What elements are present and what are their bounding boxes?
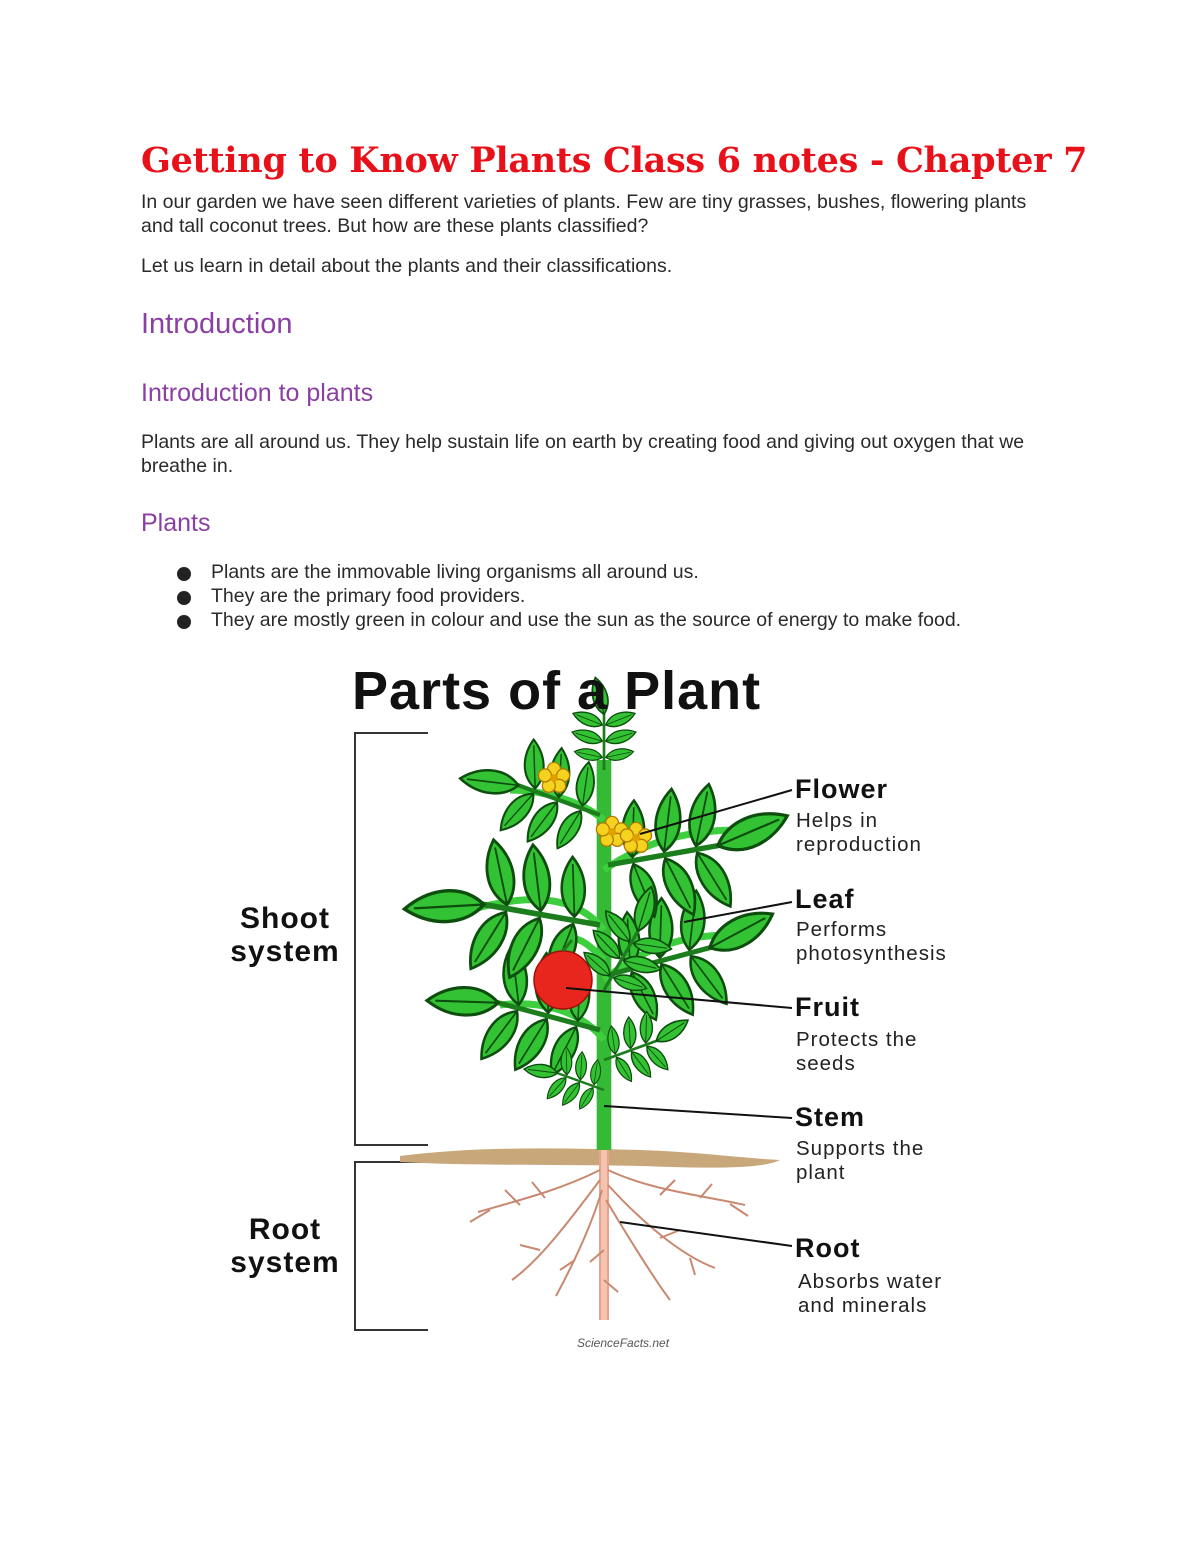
- bullet-text: They are mostly green in colour and use the sun as the source of energy to make food.: [211, 609, 962, 631]
- root-system-bracket: [355, 1162, 428, 1330]
- part-desc-leaf: Performs photosynthesis: [796, 918, 947, 965]
- part-desc-flower: Helps in reproduction: [796, 809, 922, 856]
- document-title: Getting to Know Plants Class 6 notes - Chapter 7: [141, 140, 1088, 181]
- heading-intro-to-plants: Introduction to plants: [141, 379, 374, 407]
- part-name-leaf: Leaf: [795, 884, 855, 914]
- figure-title: Parts of a Plant: [352, 661, 762, 721]
- part-desc-root: Absorbs water and minerals: [798, 1270, 943, 1317]
- heading-introduction: Introduction: [141, 308, 293, 340]
- shoot-system-bracket: [355, 733, 428, 1145]
- soil-line: [400, 1148, 780, 1167]
- figure-credit: ScienceFacts.net: [577, 1336, 670, 1350]
- root-system-label: Root system: [230, 1213, 340, 1279]
- bullet-text: Plants are the immovable living organisms all around us.: [211, 561, 699, 583]
- intro-paragraph-2: Let us learn in detail about the plants and their classifications.: [141, 255, 673, 277]
- intro-paragraph: In our garden we have seen different varieties of plants. Few are tiny grasses, bushes, flowering plants and tall coconut trees. But how are these plants classified?: [141, 191, 1027, 237]
- intro-to-plants-text: Plants are all around us. They help sustain life on earth by creating food and giving out oxygen that we breathe in.: [141, 431, 1025, 477]
- fruit-illustration: [534, 951, 592, 1009]
- part-name-fruit: Fruit: [795, 992, 860, 1022]
- heading-plants: Plants: [141, 509, 211, 537]
- part-desc-stem: Supports the plant: [796, 1137, 925, 1184]
- part-name-root: Root: [795, 1233, 861, 1263]
- part-name-flower: Flower: [795, 774, 889, 804]
- shoot-system-label: Shoot system: [230, 902, 340, 968]
- part-name-stem: Stem: [795, 1102, 866, 1132]
- bullet-text: They are the primary food providers.: [211, 585, 526, 607]
- part-desc-fruit: Protects the seeds: [796, 1028, 918, 1075]
